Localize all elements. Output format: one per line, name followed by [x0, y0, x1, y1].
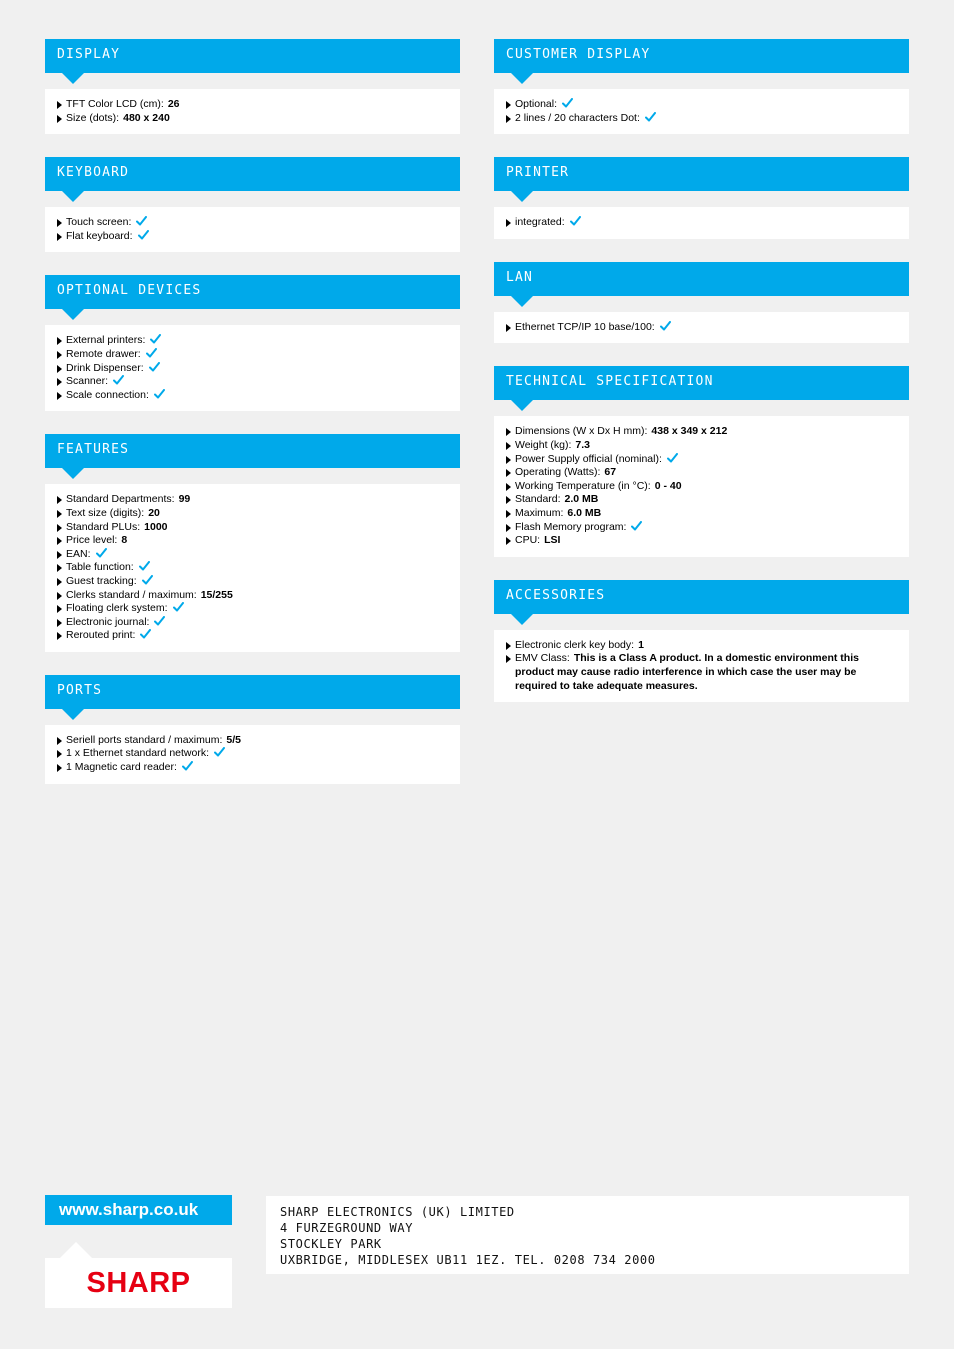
section-header: [45, 39, 460, 73]
spec-item: [56, 521, 450, 535]
section-body: [494, 312, 909, 344]
checkmark-icon: [645, 112, 656, 122]
spec-label: Text size (digits):: [66, 506, 145, 519]
spec-label: Maximum:: [515, 506, 564, 519]
checkmark-icon: [214, 747, 225, 757]
section-body: [45, 484, 460, 652]
spec-item: [505, 652, 899, 693]
spec-item: [505, 216, 899, 230]
spec-label: Scale connection:: [66, 388, 149, 401]
spec-label: Operating (Watts):: [515, 466, 601, 479]
section-body: [494, 630, 909, 702]
spec-item: [56, 507, 450, 521]
spec-item: [56, 98, 450, 112]
spec-item: [505, 98, 899, 112]
spec-item: [505, 507, 899, 521]
spec-item: [56, 362, 450, 376]
address-line: UXBRIDGE, MIDDLESEX UB11 1EZ. TEL. 0208 734 2000: [280, 1253, 656, 1267]
section-header: [45, 675, 460, 709]
spec-label: 1 Magnetic card reader:: [66, 761, 177, 774]
spec-label: integrated:: [515, 216, 565, 229]
section-title: ACCESSORIES: [506, 587, 606, 603]
header-notch: [511, 191, 533, 202]
section-title: DISPLAY: [57, 47, 121, 62]
header-notch: [511, 400, 533, 411]
checkmark-icon: [113, 375, 124, 385]
spec-item: [505, 439, 899, 453]
spec-label: Size (dots):: [66, 111, 120, 124]
spec-value: 1: [638, 638, 644, 651]
section-title: OPTIONAL DEVICES: [57, 283, 202, 299]
section-printer: [494, 157, 909, 239]
right-column: [494, 39, 909, 725]
spec-label: Flash Memory program:: [515, 520, 627, 533]
spec-item: [505, 453, 899, 467]
spec-value: 1000: [144, 520, 168, 533]
checkmark-icon: [142, 575, 153, 585]
spec-label: Table function:: [66, 561, 134, 574]
checkmark-icon: [154, 389, 165, 399]
section-title: TECHNICAL SPECIFICATION: [506, 374, 714, 390]
header-notch: [62, 468, 84, 479]
spec-value: 480 x 240: [123, 111, 170, 124]
header-notch: [511, 73, 533, 84]
logo-notch: [60, 1242, 92, 1258]
section-body: [45, 725, 460, 784]
spec-item: [56, 616, 450, 630]
section-header: [45, 157, 460, 191]
spec-item: [56, 747, 450, 761]
spec-value: 15/255: [200, 588, 233, 601]
spec-item: [56, 375, 450, 389]
section-ports: [45, 675, 460, 784]
spec-label: Standard Departments:: [66, 493, 175, 506]
checkmark-icon: [660, 321, 671, 331]
section-title: CUSTOMER DISPLAY: [506, 47, 651, 62]
section-lan: [494, 262, 909, 344]
checkmark-icon: [146, 348, 157, 358]
section-header: [45, 275, 460, 309]
section-body: [45, 325, 460, 411]
section-optional-devices: [45, 275, 460, 411]
spec-item: [505, 466, 899, 480]
spec-value: 20: [148, 506, 160, 519]
spec-label: Dimensions (W x Dx H mm):: [515, 425, 648, 438]
spec-label: Seriell ports standard / maximum:: [66, 733, 223, 746]
section-title: FEATURES: [57, 442, 130, 458]
checkmark-icon: [570, 216, 581, 226]
spec-value: 5/5: [226, 733, 241, 746]
section-body: [494, 416, 909, 556]
checkmark-icon: [631, 521, 642, 531]
checkmark-icon: [154, 616, 165, 626]
spec-label: Flat keyboard:: [66, 229, 133, 242]
spec-label: Power Supply official (nominal):: [515, 452, 662, 465]
section-keyboard: [45, 157, 460, 252]
spec-label: Price level:: [66, 534, 118, 547]
website-url[interactable]: www.sharp.co.uk: [45, 1195, 232, 1225]
section-body: [45, 89, 460, 134]
spec-item: [56, 629, 450, 643]
checkmark-icon: [173, 602, 184, 612]
section-header: [494, 39, 909, 73]
spec-label: EMV Class:: [515, 652, 570, 665]
section-header: [494, 157, 909, 191]
section-header: [494, 366, 909, 400]
spec-item: [56, 230, 450, 244]
spec-item: [56, 348, 450, 362]
spec-label: Working Temperature (in °C):: [515, 479, 651, 492]
spec-label: Guest tracking:: [66, 574, 137, 587]
checkmark-icon: [138, 230, 149, 240]
left-column: [45, 39, 460, 807]
section-title: PRINTER: [506, 165, 570, 181]
header-notch: [62, 191, 84, 202]
address-line: SHARP ELECTRONICS (UK) LIMITED: [280, 1205, 515, 1219]
spec-label: 2 lines / 20 characters Dot:: [515, 111, 640, 124]
spec-item: [505, 480, 899, 494]
company-address: [266, 1196, 909, 1274]
spec-value: 99: [178, 493, 191, 506]
checkmark-icon: [140, 629, 151, 639]
header-notch: [62, 309, 84, 320]
spec-item: [56, 575, 450, 589]
spec-label: TFT Color LCD (cm):: [66, 98, 164, 110]
spec-item: [56, 493, 450, 507]
spec-label: External printers:: [66, 334, 146, 347]
section-features: [45, 434, 460, 652]
spec-item: [56, 112, 450, 126]
section-body: [45, 207, 460, 252]
address-line: STOCKLEY PARK: [280, 1237, 382, 1251]
spec-item: [56, 334, 450, 348]
spec-item: [56, 761, 450, 775]
spec-label: Floating clerk system:: [66, 602, 168, 615]
section-title: PORTS: [57, 682, 103, 698]
spec-item: [56, 589, 450, 603]
header-notch: [511, 296, 533, 307]
spec-value: This is a Class A product. In a domestic environment this product may cause radio interference in which case the user may be required to take adequate measures.: [515, 652, 859, 692]
spec-value: 438 x 349 x 212: [651, 425, 728, 438]
checkmark-icon: [136, 216, 147, 226]
section-accessories: [494, 580, 909, 702]
spec-value: 67: [604, 466, 617, 479]
checkmark-icon: [562, 98, 573, 108]
spec-item: [56, 602, 450, 616]
checkmark-icon: [182, 761, 193, 771]
spec-label: Optional:: [515, 98, 558, 110]
spec-value: 2.0 MB: [564, 493, 599, 506]
spec-label: Rerouted print:: [66, 629, 136, 642]
address-line: 4 FURZEGROUND WAY: [280, 1221, 414, 1235]
spec-item: [505, 112, 899, 126]
spec-label: Electronic clerk key body:: [515, 638, 635, 651]
section-body: [494, 207, 909, 239]
spec-value: LSI: [544, 534, 561, 547]
section-header: [494, 262, 909, 296]
header-notch: [62, 709, 84, 720]
spec-value: 7.3: [575, 438, 591, 451]
spec-item: [56, 216, 450, 230]
spec-item: [56, 534, 450, 548]
spec-value: 6.0 MB: [567, 506, 602, 519]
brand-logo: [45, 1258, 232, 1308]
spec-label: Clerks standard / maximum:: [66, 588, 197, 601]
checkmark-icon: [150, 334, 161, 344]
spec-label: Electronic journal:: [66, 615, 150, 628]
section-header: [45, 434, 460, 468]
spec-item: [505, 639, 899, 653]
section-title: LAN: [506, 269, 534, 285]
spec-item: [505, 425, 899, 439]
spec-label: Standard PLUs:: [66, 520, 141, 533]
checkmark-icon: [96, 548, 107, 558]
section-title: KEYBOARD: [57, 165, 130, 181]
sharp-logo-text: SHARP: [86, 1267, 191, 1299]
spec-item: [56, 548, 450, 562]
spec-item: [56, 734, 450, 748]
spec-label: Ethernet TCP/IP 10 base/100:: [515, 320, 655, 333]
spec-label: Scanner:: [66, 375, 109, 388]
spec-label: Touch screen:: [66, 216, 132, 229]
spec-label: Weight (kg):: [515, 438, 572, 451]
spec-label: Drink Dispenser:: [66, 361, 144, 374]
spec-item: [505, 493, 899, 507]
checkmark-icon: [139, 561, 150, 571]
checkmark-icon: [149, 362, 160, 372]
spec-item: [56, 561, 450, 575]
spec-label: 1 x Ethernet standard network:: [66, 747, 209, 760]
spec-label: CPU:: [515, 534, 541, 547]
section-header: [494, 580, 909, 614]
section-technical-specification: [494, 366, 909, 556]
spec-value: 0 - 40: [654, 479, 682, 492]
spec-label: Standard:: [515, 493, 561, 506]
spec-value: 26: [167, 98, 180, 110]
section-customer-display: [494, 39, 909, 134]
spec-item: [505, 521, 899, 535]
spec-label: Remote drawer:: [66, 347, 141, 360]
header-notch: [62, 73, 84, 84]
spec-item: [56, 389, 450, 403]
spec-label: EAN:: [66, 547, 91, 560]
checkmark-icon: [667, 453, 678, 463]
section-body: [494, 89, 909, 134]
spec-item: [505, 321, 899, 335]
header-notch: [511, 614, 533, 625]
spec-item: [505, 534, 899, 548]
section-display: [45, 39, 460, 134]
spec-value: 8: [121, 534, 128, 547]
